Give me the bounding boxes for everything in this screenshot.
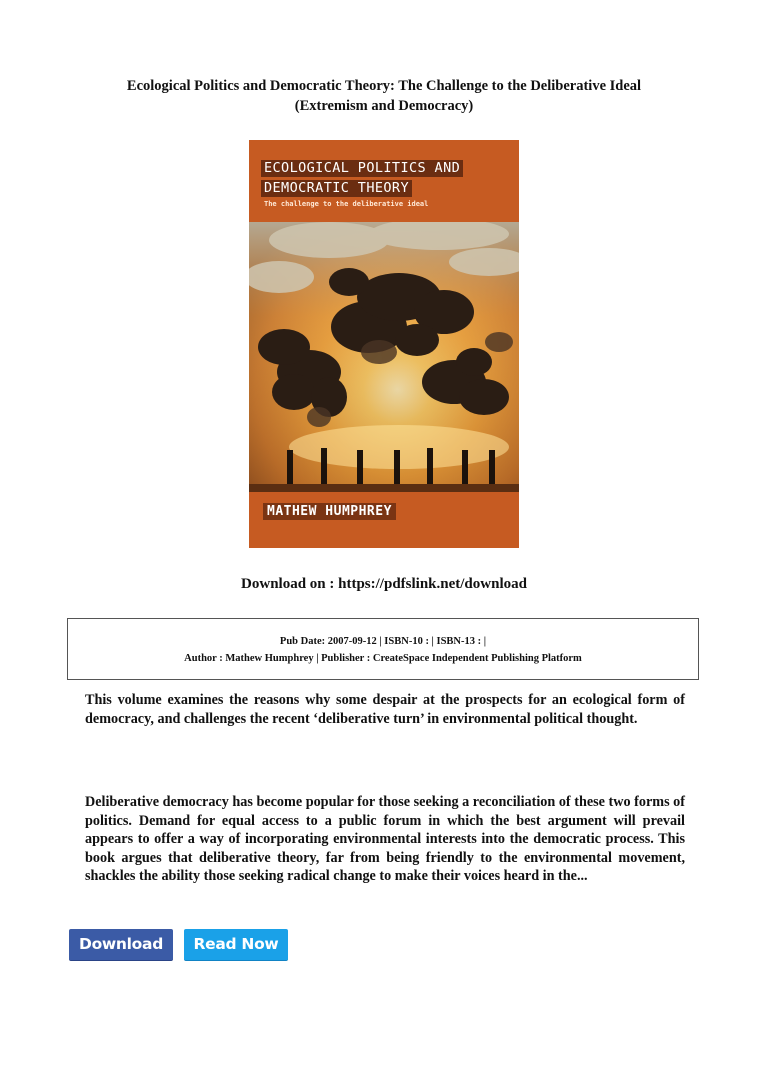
read-now-button[interactable]: Read Now	[184, 929, 288, 961]
cover-title-line-1: ECOLOGICAL POLITICS AND	[261, 160, 463, 177]
cover-smokestacks-illustration	[249, 222, 519, 492]
description-paragraph-1: This volume examines the reasons why some despair at the prospects for an ecological form of democracy, and challenges the recent ‘deliberative turn’ in environmental political thought.	[85, 692, 685, 727]
ground-strip	[249, 484, 519, 492]
title-line-2: (Extremism and Democracy)	[294, 98, 474, 114]
pub-date-isbn-line: Pub Date: 2007-09-12 | ISBN-10 : | ISBN-13 : |	[279, 636, 487, 647]
title-line-1: Ecological Politics and Democratic Theory: The Challenge to the Deliberative Ideal	[126, 78, 642, 94]
book-cover	[249, 140, 519, 548]
download-link[interactable]: Download on : https://pdfslink.net/download	[241, 576, 527, 592]
document-title	[60, 76, 708, 116]
description-paragraph-2: Deliberative democracy has become popular for those seeking a reconciliation of these two forms of politics. Demand for equal access to a public forum in which the best argument will prevail appears to offer a way of incorporating environmental interests into the democratic process. This book argues that deliberative theory, far from being friendly to the environmental movement, shackles the ability those seeking radical change to make their voices heard in the...	[85, 794, 685, 884]
cover-author: MATHEW HUMPHREY	[263, 503, 396, 520]
cover-title-line-2: DEMOCRATIC THEORY	[261, 180, 412, 197]
download-button[interactable]: Download	[69, 929, 173, 961]
cover-subtitle: The challenge to the deliberative ideal	[264, 200, 429, 208]
publication-info-box	[67, 618, 699, 680]
author-publisher-line: Author : Mathew Humphrey | Publisher : CreateSpace Independent Publishing Platform	[184, 653, 582, 664]
